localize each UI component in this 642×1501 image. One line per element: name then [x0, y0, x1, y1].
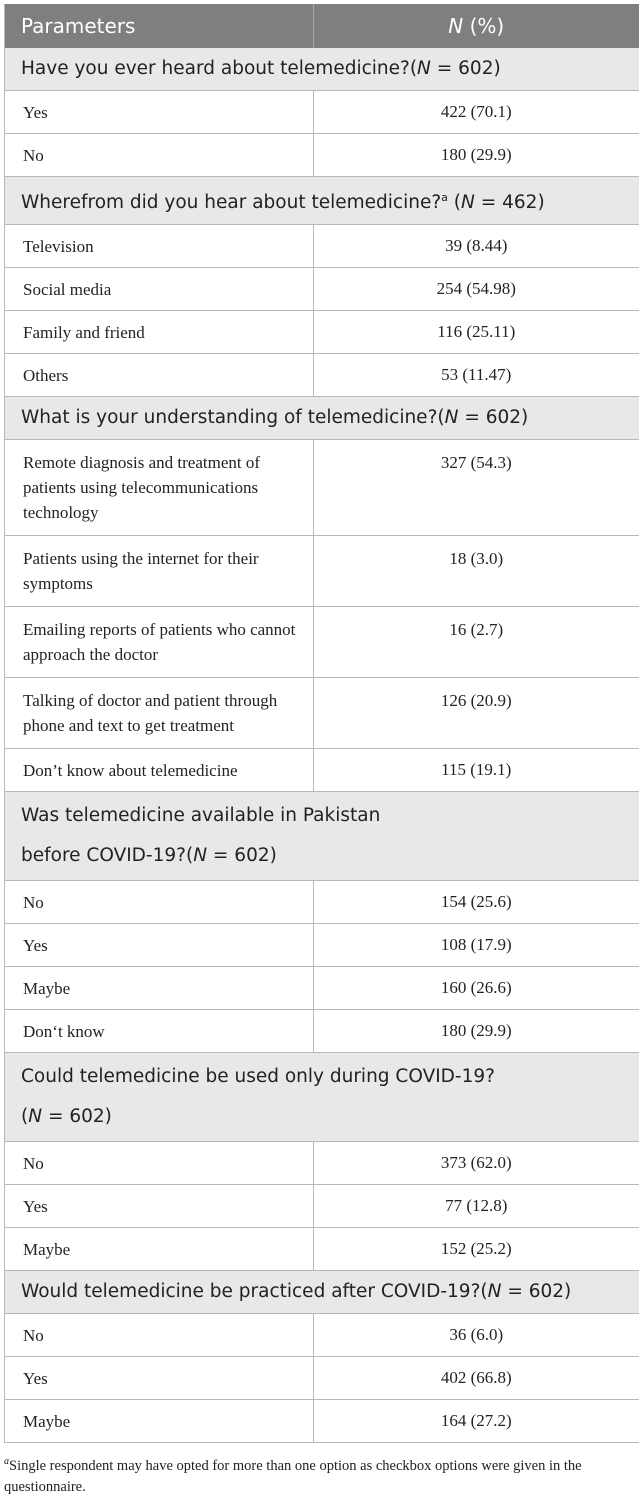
section-header-only_during: [5, 1053, 639, 1142]
row-label: Maybe: [5, 1400, 313, 1443]
row-value: 180 (29.9): [313, 134, 639, 177]
section-header-heard: [5, 48, 639, 91]
section-title: Wherefrom did you hear about telemedicine?$^a$ (N = 462): [5, 177, 639, 225]
table-row: [5, 1010, 639, 1053]
row-label: No: [5, 881, 313, 924]
section-title-line1: Could telemedicine be used only during COVID-19?: [21, 1066, 495, 1088]
table-row: [5, 354, 639, 397]
footnote-marker: a: [4, 1456, 9, 1468]
table-row: [5, 268, 639, 311]
row-label: No: [5, 134, 313, 177]
results-table: [5, 4, 639, 1443]
row-value: 16 (2.7): [313, 607, 639, 678]
table-row: [5, 967, 639, 1010]
row-value: 164 (27.2): [313, 1400, 639, 1443]
row-label: No: [5, 1142, 313, 1185]
table-row: [5, 749, 639, 792]
row-value: 77 (12.8): [313, 1185, 639, 1228]
section-header-understanding: [5, 397, 639, 440]
row-value: 180 (29.9): [313, 1010, 639, 1053]
table-row: [5, 1314, 639, 1357]
section-title: What is your understanding of telemedicine?(N = 602): [5, 397, 639, 440]
row-label: Television: [5, 225, 313, 268]
table-wrapper: [4, 4, 638, 1443]
section-title: [5, 1053, 639, 1142]
table-row: [5, 678, 639, 749]
row-value: 116 (25.11): [313, 311, 639, 354]
row-value: 36 (6.0): [313, 1314, 639, 1357]
row-value: 108 (17.9): [313, 924, 639, 967]
section-title: [5, 792, 639, 881]
footnote-text: Single respondent may have opted for more than one option as checkbox options were given in the questionnaire.: [4, 1457, 582, 1495]
row-value: 115 (19.1): [313, 749, 639, 792]
table-row: [5, 1400, 639, 1443]
table-row: [5, 440, 639, 536]
table-row: [5, 607, 639, 678]
row-label: Don‘t know: [5, 1010, 313, 1053]
row-label: Others: [5, 354, 313, 397]
table-row: [5, 1357, 639, 1400]
row-value: 254 (54.98): [313, 268, 639, 311]
row-label: Maybe: [5, 1228, 313, 1271]
table-body: [5, 48, 639, 1443]
table-row: [5, 1185, 639, 1228]
row-value: 152 (25.2): [313, 1228, 639, 1271]
row-value: 422 (70.1): [313, 91, 639, 134]
row-label: Don’t know about telemedicine: [5, 749, 313, 792]
section-header-source: [5, 177, 639, 225]
row-value: 18 (3.0): [313, 536, 639, 607]
row-label: No: [5, 1314, 313, 1357]
table-row: [5, 91, 639, 134]
section-title: Have you ever heard about telemedicine?(N = 602): [5, 48, 639, 91]
table-row: [5, 1228, 639, 1271]
section-header-after: [5, 1271, 639, 1314]
row-label: Yes: [5, 91, 313, 134]
row-label: Patients using the internet for their symptoms: [5, 536, 313, 607]
row-value: 126 (20.9): [313, 678, 639, 749]
row-label: Emailing reports of patients who cannot approach the doctor: [5, 607, 313, 678]
table-row: [5, 134, 639, 177]
row-value: 402 (66.8): [313, 1357, 639, 1400]
header-row: [5, 4, 639, 48]
table-row: [5, 311, 639, 354]
section-title-line2: (N = 602): [21, 1106, 112, 1128]
section-title: Would telemedicine be practiced after COVID-19?(N = 602): [5, 1271, 639, 1314]
header-parameters: Parameters: [5, 4, 313, 48]
section-title-line1: Was telemedicine available in Pakistan: [21, 805, 381, 827]
row-value: 373 (62.0): [313, 1142, 639, 1185]
table-row: [5, 225, 639, 268]
row-label: Social media: [5, 268, 313, 311]
row-value: 154 (25.6): [313, 881, 639, 924]
table-row: [5, 881, 639, 924]
row-value: 327 (54.3): [313, 440, 639, 536]
section-title-line2: before COVID-19?(N = 602): [21, 845, 277, 867]
row-label: Family and friend: [5, 311, 313, 354]
header-n-percent: N (%): [313, 4, 639, 48]
table-page: [4, 4, 638, 1498]
table-row: [5, 536, 639, 607]
row-label: Yes: [5, 1185, 313, 1228]
row-label: Yes: [5, 1357, 313, 1400]
table-row: [5, 1142, 639, 1185]
section-header-available: [5, 792, 639, 881]
row-value: 53 (11.47): [313, 354, 639, 397]
row-value: 39 (8.44): [313, 225, 639, 268]
row-label: Talking of doctor and patient through phone and text to get treatment: [5, 678, 313, 749]
table-row: [5, 924, 639, 967]
row-value: 160 (26.6): [313, 967, 639, 1010]
footnote: [4, 1443, 638, 1498]
row-label: Maybe: [5, 967, 313, 1010]
row-label: Yes: [5, 924, 313, 967]
row-label: Remote diagnosis and treatment of patients using telecommunications technology: [5, 440, 313, 536]
